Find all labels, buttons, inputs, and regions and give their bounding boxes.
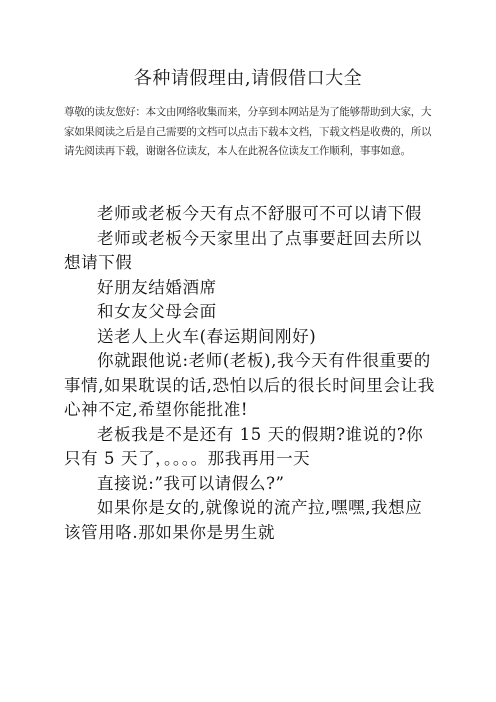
body-paragraph: 送老人上火车(春运期间刚好)	[97, 326, 317, 346]
reader-notice: 尊敬的读友您好：本文由网络收集而来，分享到本网站是为了能够帮助到大家，大家如果阅读之后是自己需要的文档可以点击下载本文档，下载文档是收费的，所以请先阅读再下载，谢谢各位读友，本人在此祝各位读友工作顺利，事事如意。	[64, 106, 432, 157]
body-paragraph: 直接说:”我可以请假么?”	[97, 473, 285, 493]
body-paragraph: 老板我是不是还有 15 天的假期?谁说的?你只有 5 天了，。。。。那我再用一天	[64, 424, 424, 468]
body-paragraph: 老师或老板今天有点不舒服可不可以请下假	[97, 204, 422, 223]
body-paragraph: 老师或老板今天家里出了点事要赶回去所以想请下假	[64, 228, 422, 272]
body-paragraph: 和女友父母会面	[97, 302, 217, 321]
document-title: 各种请假理由,请假借口大全	[133, 68, 363, 89]
body-paragraph: 好朋友结婚酒席	[97, 277, 217, 297]
document-body	[64, 202, 436, 545]
body-paragraph: 你就跟他说:老师(老板),我今天有件很重要的事情,如果耽误的话,恐怕以后的很长时间里会让我心神不定,希望你能批准!	[64, 351, 435, 419]
body-paragraph: 如果你是女的,就像说的流产拉,嘿嘿,我想应该管用咯.那如果你是男生就	[64, 498, 423, 542]
